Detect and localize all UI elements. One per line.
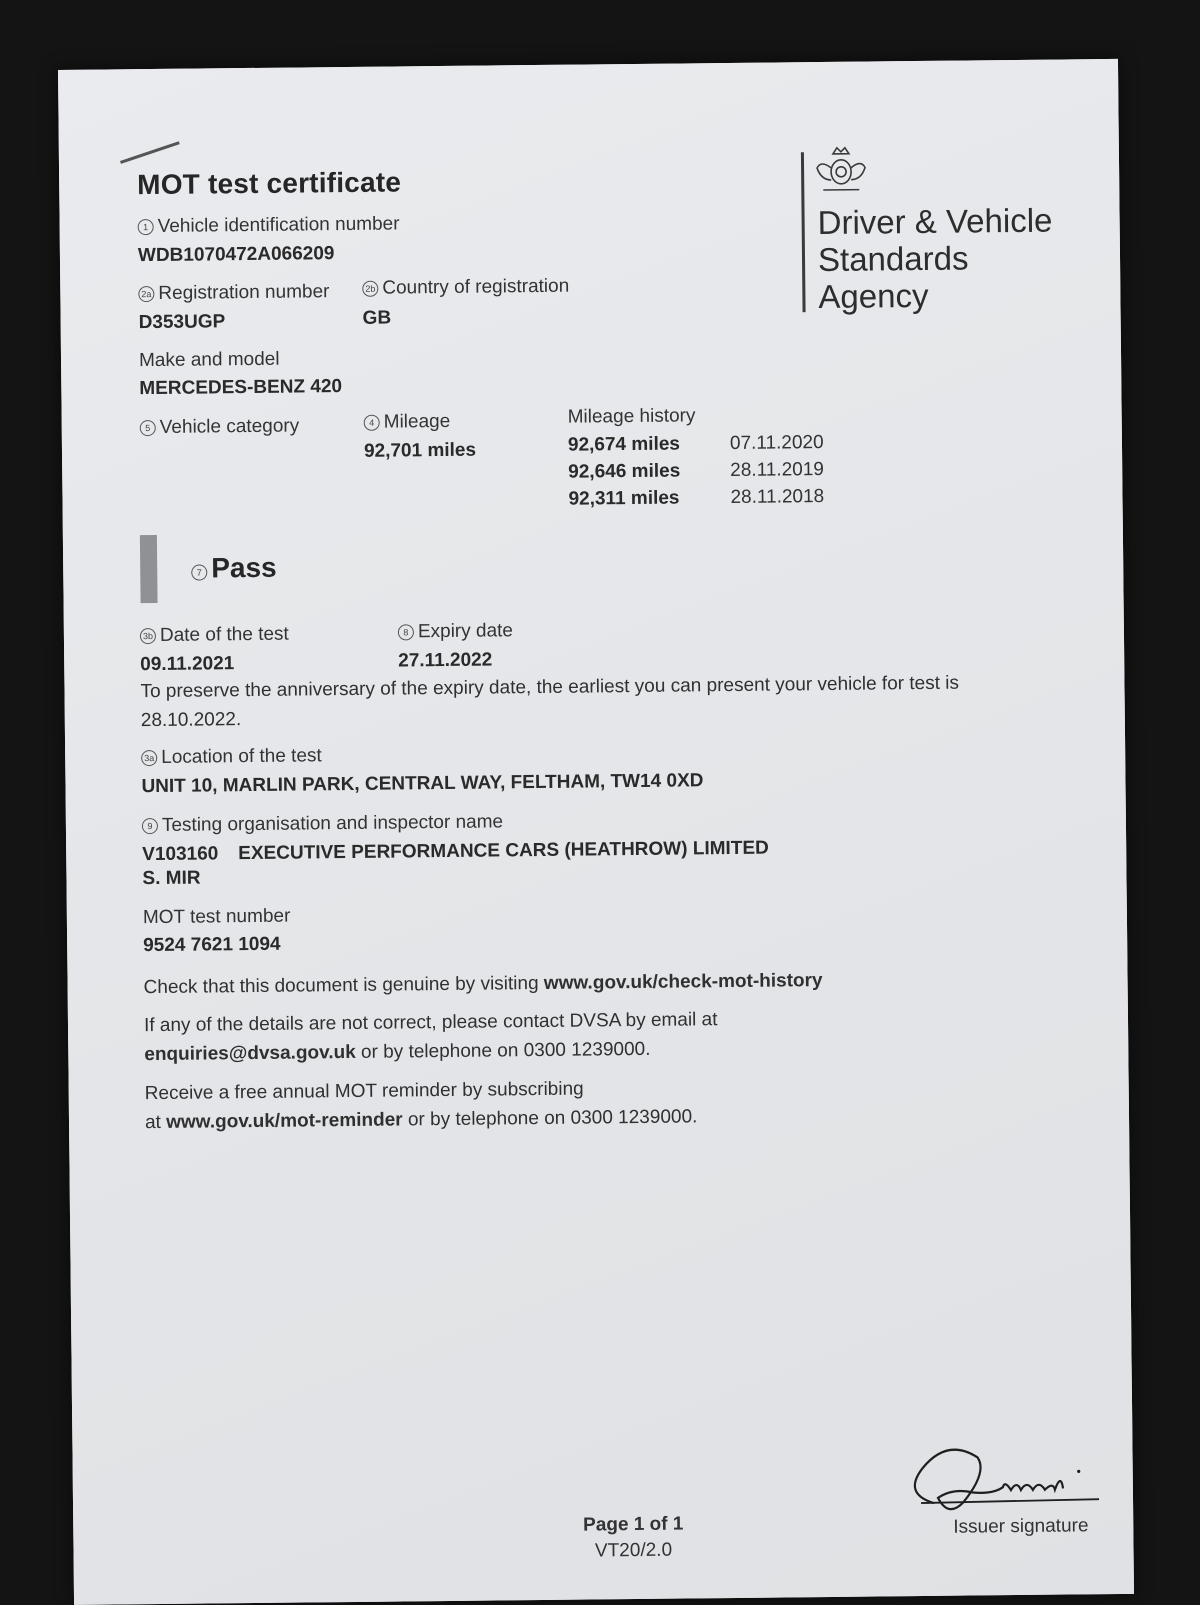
field-number-9: 9 — [142, 818, 158, 834]
category-label-row — [140, 415, 300, 439]
mileage-history-row — [568, 486, 824, 516]
genuine-note — [143, 966, 822, 1002]
org-name: EXECUTIVE PERFORMANCE CARS (HEATHROW) LIMITED — [238, 837, 769, 865]
history-miles: 92,311 miles — [568, 487, 680, 510]
result-pass: Pass — [211, 551, 277, 584]
country-label-row — [362, 276, 569, 300]
field-number-8: 8 — [398, 624, 414, 640]
check-mot-history-link[interactable]: www.gov.uk/check-mot-history — [543, 970, 823, 994]
field-number-1: 1 — [138, 219, 154, 235]
test-number-value: 9524 7621 1094 — [143, 933, 281, 957]
org-label: Testing organisation and inspector name — [161, 811, 504, 836]
inspector-name: S. MIR — [142, 867, 201, 890]
contact-note — [144, 1005, 718, 1069]
preserve-note-line-1: To preserve the anniversary of the expiry date, the earliest you can present your vehicle for test is — [140, 672, 960, 703]
reminder-at: at — [144, 1111, 167, 1134]
org-value-row — [142, 838, 769, 867]
vin-label-row — [138, 213, 400, 238]
mileage-label-row — [364, 411, 451, 434]
make-label: Make and model — [138, 348, 280, 372]
pen-mark — [120, 141, 180, 164]
footer — [513, 1513, 753, 1564]
mileage-history-list — [568, 432, 825, 516]
field-number-3a: 3a — [141, 750, 157, 766]
page-number: Page 1 of 1 — [582, 1513, 684, 1536]
agency-name — [817, 202, 1053, 315]
reminder-line-1: Receive a free annual MOT reminder by subscribing — [144, 1078, 584, 1105]
test-date-label-row — [140, 624, 289, 648]
preserve-note — [140, 668, 1041, 735]
preserve-note-line-2: 28.10.2022. — [140, 709, 242, 732]
history-miles: 92,646 miles — [568, 460, 681, 483]
result-bar — [140, 535, 158, 603]
location-label-row — [141, 745, 322, 769]
test-number-label: MOT test number — [142, 905, 291, 929]
genuine-text: Check that this document is genuine by visiting — [143, 972, 544, 999]
contact-line-2: or by telephone on 0300 1239000. — [355, 1038, 651, 1063]
field-number-3b: 3b — [140, 628, 156, 644]
signature-label: Issuer signature — [953, 1515, 1089, 1538]
test-date-value: 09.11.2021 — [140, 653, 235, 676]
history-date: 28.11.2018 — [730, 486, 825, 508]
history-date: 07.11.2020 — [729, 432, 824, 454]
test-date-label: Date of the test — [159, 623, 289, 646]
mileage-history-label: Mileage history — [567, 405, 696, 428]
contact-email-link[interactable]: enquiries@dvsa.gov.uk — [144, 1041, 356, 1066]
make-value: MERCEDES-BENZ 420 — [139, 376, 343, 400]
history-date: 28.11.2019 — [730, 459, 825, 481]
result-row — [191, 552, 277, 585]
org-label-row — [142, 811, 503, 837]
expiry-value: 27.11.2022 — [398, 649, 493, 672]
reminder-note — [145, 1073, 698, 1137]
expiry-label-row — [398, 620, 513, 643]
page-title: MOT test certificate — [137, 166, 402, 201]
contact-line-1: If any of the details are not correct, please contact DVSA by email at — [143, 1009, 718, 1037]
org-code: V103160 — [142, 843, 219, 866]
field-number-4: 4 — [364, 415, 380, 431]
agency-line-2: Standards — [817, 239, 969, 279]
country-value: GB — [362, 307, 392, 329]
location-label: Location of the test — [161, 745, 322, 768]
reg-label-row — [138, 281, 329, 305]
agency-line-3: Agency — [818, 276, 929, 316]
reminder-rest: or by telephone on 0300 1239000. — [402, 1106, 698, 1131]
mileage-value: 92,701 miles — [363, 439, 477, 462]
agency-line-1: Driver & Vehicle — [817, 201, 1053, 242]
mileage-label: Mileage — [383, 410, 451, 433]
expiry-label: Expiry date — [417, 620, 514, 643]
form-code: VT20/2.0 — [594, 1539, 673, 1562]
field-number-2b: 2b — [362, 281, 378, 297]
category-label: Vehicle category — [159, 415, 300, 438]
vin-value: WDB1070472A066209 — [137, 243, 335, 267]
vin-label: Vehicle identification number — [157, 213, 400, 237]
reg-value: D353UGP — [138, 311, 226, 334]
mot-reminder-link[interactable]: www.gov.uk/mot-reminder — [166, 1109, 403, 1133]
history-miles: 92,674 miles — [567, 433, 681, 456]
mileage-history-row — [568, 432, 824, 462]
certificate-page — [58, 59, 1134, 1605]
country-label: Country of registration — [382, 275, 570, 299]
location-value: UNIT 10, MARLIN PARK, CENTRAL WAY, FELTHAM, TW14 0XD — [141, 770, 704, 798]
field-number-7: 7 — [191, 564, 207, 580]
signature-icon — [892, 1431, 1113, 1528]
reg-label: Registration number — [158, 281, 330, 304]
field-number-2a: 2a — [138, 286, 154, 302]
field-number-5: 5 — [140, 420, 156, 436]
crest-icon — [811, 145, 872, 201]
mileage-history-row — [568, 459, 824, 489]
agency-divider — [801, 152, 806, 312]
